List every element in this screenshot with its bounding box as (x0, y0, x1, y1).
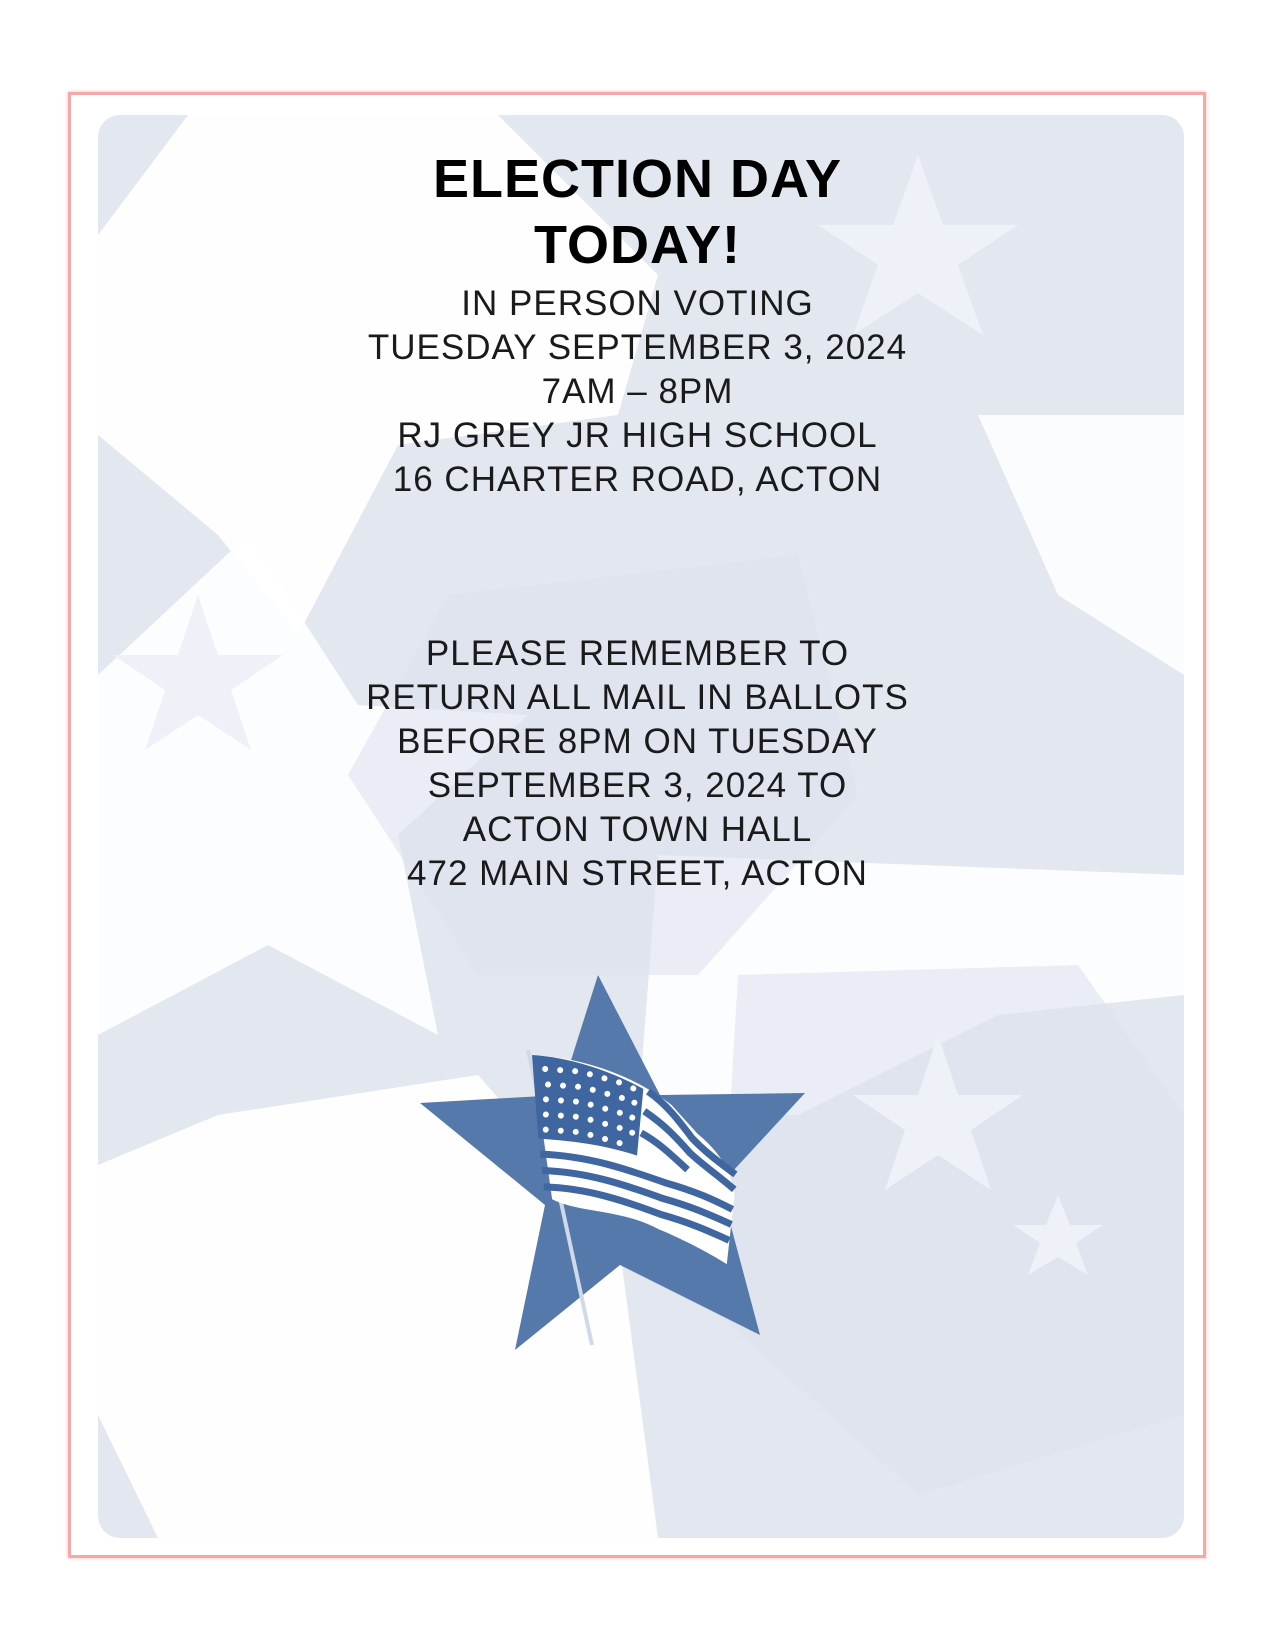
reminder-line: BEFORE 8PM ON TUESDAY (397, 722, 878, 761)
reminder-line: RETURN ALL MAIL IN BALLOTS (366, 678, 909, 717)
reminder-line: ACTON TOWN HALL (462, 810, 813, 849)
voting-location: RJ GREY JR HIGH SCHOOL (397, 416, 878, 455)
reminder-line: SEPTEMBER 3, 2024 TO (427, 766, 848, 805)
title-line-2: TODAY! (533, 215, 742, 275)
voting-address: 16 CHARTER ROAD, ACTON (392, 460, 883, 499)
voting-date: TUESDAY SEPTEMBER 3, 2024 (367, 328, 908, 367)
voting-heading: IN PERSON VOTING (461, 284, 814, 323)
star-with-american-flag-icon (420, 975, 840, 1380)
voting-hours: 7AM – 8PM (541, 372, 734, 411)
reminder-line: 472 MAIN STREET, ACTON (407, 854, 868, 893)
title-line-1: ELECTION DAY (432, 149, 843, 209)
reminder-line: PLEASE REMEMBER TO (425, 634, 850, 673)
